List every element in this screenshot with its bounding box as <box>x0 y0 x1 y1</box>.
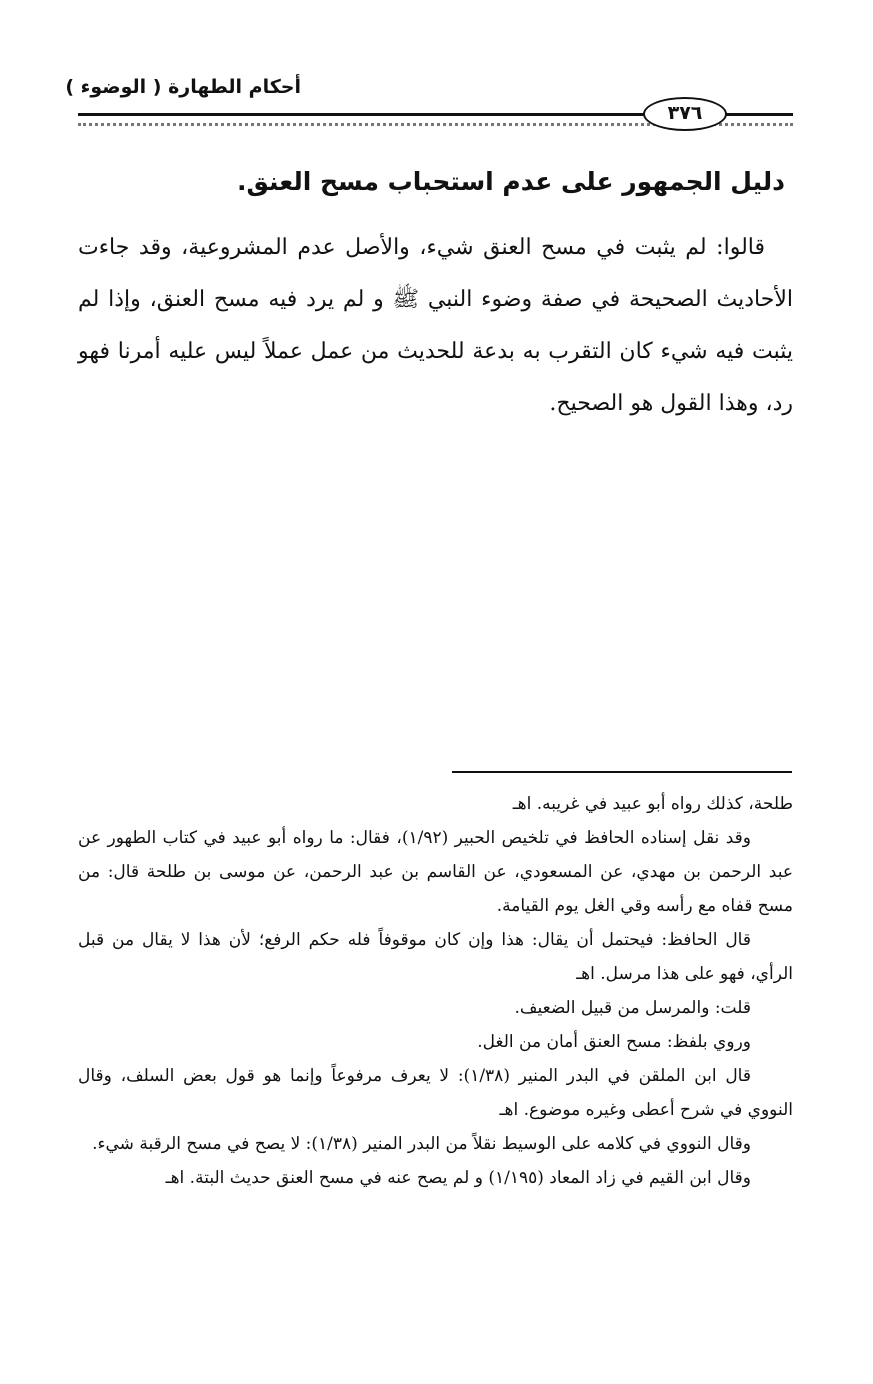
section-heading: دليل الجمهور على عدم استحباب مسح العنق. <box>236 167 785 196</box>
footnote-separator <box>452 771 792 773</box>
footnotes <box>78 787 793 1195</box>
footnote-paragraph: وروي بلفظ: مسح العنق أمان من الغل. <box>477 1032 751 1052</box>
running-header-title: أحكام الطهارة ( الوضوء ) <box>65 76 301 98</box>
footnote-paragraph: قلت: والمرسل من قبيل الضعيف. <box>514 998 751 1018</box>
footnote-paragraph: قال الحافظ: فيحتمل أن يقال: هذا وإن كان موقوفاً فله حكم الرفع؛ لأن هذا لا يقال من قبل الرأي، فهو على هذا مرسل. اهـ <box>78 930 793 984</box>
page-number: ٣٧٦ <box>643 97 727 131</box>
body-paragraph <box>78 222 793 430</box>
footnote-paragraph: قال ابن الملقن في البدر المنير (١/٣٨): لا يعرف مرفوعاً وإنما هو قول بعض السلف، وقال النووي في شرح أعطى وغيره موضوع. اهـ <box>78 1066 793 1120</box>
footnote-paragraph: وقد نقل إسناده الحافظ في تلخيص الحبير (١/٩٢)، فقال: ما رواه أبو عبيد في كتاب الطهور عن عبد الرحمن بن مهدي، عن المسعودي، عن القاسم بن عبد الرحمن، عن موسى بن طلحة قال: من مسح قفاه مع رأسه وقي الغل يوم القيامة. <box>78 828 793 916</box>
footnote-paragraph: وقال ابن القيم في زاد المعاد (١/١٩٥) و لم يصح عنه في مسح العنق حديث البتة. اهـ <box>165 1168 751 1188</box>
body-paragraph-text: قالوا: لم يثبت في مسح العنق شيء، والأصل عدم المشروعية، وقد جاءت الأحاديث الصحيحة في صفة وضوء النبي ﷺ و لم يرد فيه مسح العنق، وإذا لم يثبت فيه شيء كان التقرب به بدعة للحديث من عمل عملاً ليس عليه أمرنا فهو رد، وهذا القول هو الصحيح. <box>78 235 793 416</box>
footnote-paragraph: وقال النووي في كلامه على الوسيط نقلاً من البدر المنير (١/٣٨): لا يصح في مسح الرقبة شيء. <box>92 1134 751 1154</box>
footnote-paragraph: طلحة، كذلك رواه أبو عبيد في غريبه. اهـ <box>512 794 793 814</box>
